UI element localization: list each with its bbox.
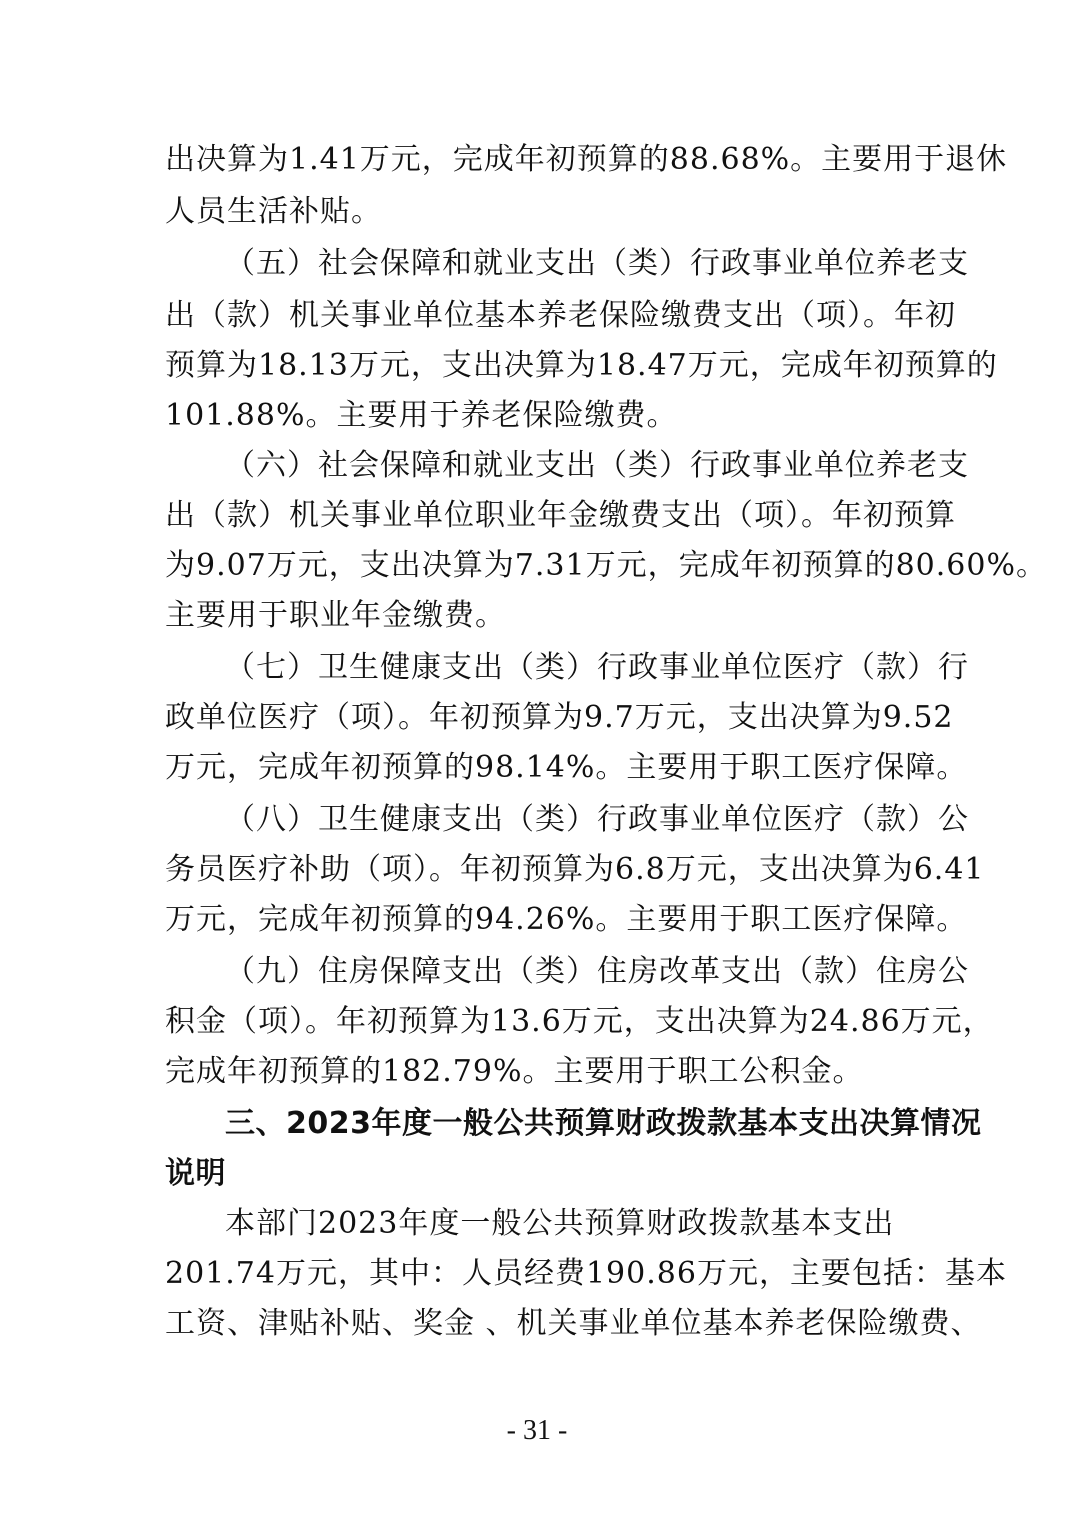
paragraph-line: 主要用于职业年金缴费。	[165, 598, 506, 633]
paragraph-line: 101.88%。主要用于养老保险缴费。	[165, 398, 678, 433]
paragraph-line: （六）社会保障和就业支出（类）行政事业单位养老支	[225, 448, 969, 483]
section-heading: 三、2023年度一般公共预算财政拨款基本支出决算情况	[225, 1106, 982, 1141]
paragraph-line: 人员生活补贴。	[165, 194, 382, 229]
paragraph-line: （八）卫生健康支出（类）行政事业单位医疗（款）公	[225, 802, 969, 837]
paragraph-line: （九）住房保障支出（类）住房改革支出（款）住房公	[225, 954, 969, 989]
paragraph-line: 出（款）机关事业单位职业年金缴费支出（项）。年初预算	[165, 498, 956, 533]
paragraph-line: 政单位医疗（项）。年初预算为9.7万元，支出决算为9.52	[165, 700, 954, 735]
paragraph-line: 出决算为1.41万元，完成年初预算的88.68%。主要用于退休	[165, 142, 1008, 177]
paragraph-line: 工资、津贴补贴、奖金 、机关事业单位基本养老保险缴费、	[165, 1306, 982, 1341]
paragraph-line: 积金（项）。年初预算为13.6万元，支出决算为24.86万元，	[165, 1004, 994, 1039]
paragraph-line: 预算为18.13万元，支出决算为18.47万元，完成年初预算的	[165, 348, 998, 383]
paragraph-line: （七）卫生健康支出（类）行政事业单位医疗（款）行	[225, 650, 969, 685]
paragraph-line: 本部门2023年度一般公共预算财政拨款基本支出	[225, 1206, 895, 1241]
page-number: - 31 -	[506, 1415, 568, 1446]
paragraph-line: （五）社会保障和就业支出（类）行政事业单位养老支	[225, 246, 969, 281]
paragraph-line: 为9.07万元，支出决算为7.31万元，完成年初预算的80.60%。	[165, 548, 1047, 583]
paragraph-line: 201.74万元，其中：人员经费190.86万元，主要包括：基本	[165, 1256, 1007, 1291]
paragraph-line: 出（款）机关事业单位基本养老保险缴费支出（项）。年初	[165, 298, 956, 333]
paragraph-line: 务员医疗补助（项）。年初预算为6.8万元，支出决算为6.41	[165, 852, 985, 887]
section-heading: 说明	[165, 1156, 226, 1191]
paragraph-line: 完成年初预算的182.79%。主要用于职工公积金。	[165, 1054, 864, 1089]
paragraph-line: 万元，完成年初预算的94.26%。主要用于职工医疗保障。	[165, 902, 968, 937]
paragraph-line: 万元，完成年初预算的98.14%。主要用于职工医疗保障。	[165, 750, 968, 785]
